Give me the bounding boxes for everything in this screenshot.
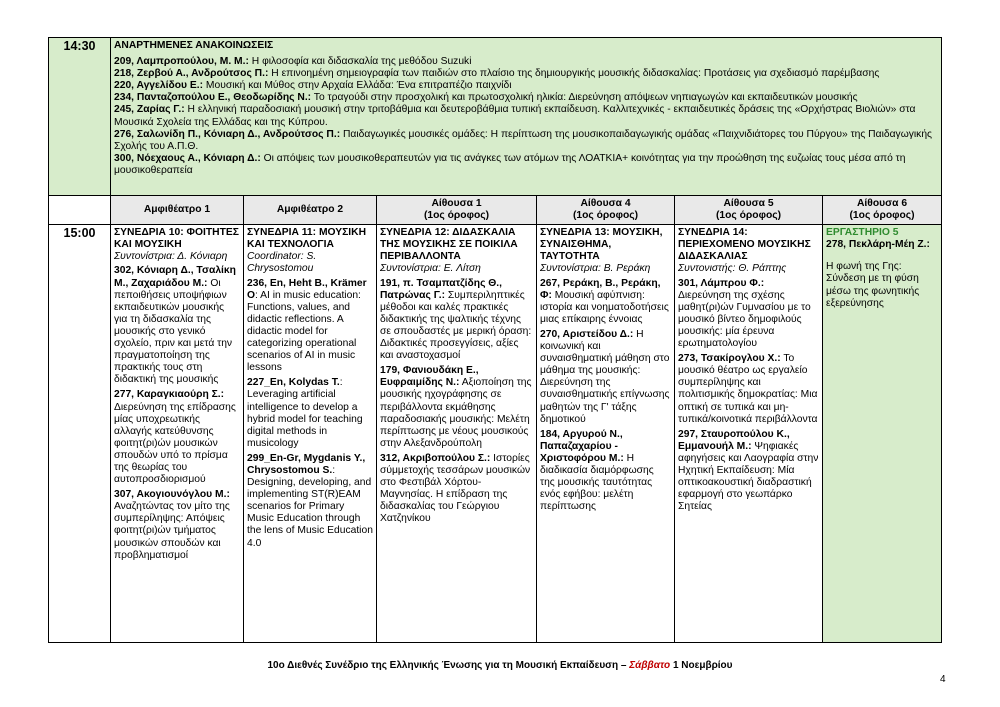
- session-coordinator: Συντονίστρια: Δ. Κόνιαρη: [114, 251, 228, 263]
- session-cell: [377, 225, 537, 643]
- announcements-cell: [111, 38, 942, 196]
- paper-entry: 184, Αργυρού Ν., Παπαζαχαρίου - Χριστοφόρου Μ.: Η διαδικασία διαμόρφωσης της μουσικής ταυτότητας ενός εφήβου: μελέτη περίπτωσης: [540, 428, 654, 513]
- paper-entry: 312, Ακριβοπούλου Σ.: Ιστορίες σύμμετοχής τεσσάρων μουσικών στο Φεστιβάλ Χόρτου-Μαγνησίας. Η επίδραση της διδασκαλίας του Γεώργιου Χατζηνίκου: [380, 452, 531, 525]
- hall-header: Αίθουσα 4 (1ος όροφος): [537, 196, 675, 225]
- announcements-row: [49, 38, 942, 196]
- schedule-table: [48, 37, 942, 643]
- session-coordinator: Συντονίστρια: Ε. Λίτση: [380, 263, 481, 275]
- paper-entry: 299_En-Gr, Mygdanis Y., Chrysostomou S.: Designing, developing, and implementing ST(R)EAM scenarios for Primary Music Education through the lens of Music Education 4.0: [247, 452, 373, 549]
- paper-entry: 227_En, Kolydas T.: Leveraging artificial intelligence to develop a hybrid model for teaching digital methods in musicology: [247, 377, 363, 449]
- paper-entry: 191, π. Τσαμπατζίδης Θ., Πατρώνας Γ.: Συμπεριληπτικές μέθοδοι και καλές πρακτικές διδακτικής της ψαλτικής τέχνης σε σπουδαστές με μερική όραση: Διδακτικές προσεγγίσεις, αξίες και αναστοχασμοί: [380, 277, 532, 362]
- session-cell: [111, 225, 244, 643]
- session-coordinator: Συντονίστρια: Β. Ρεράκη: [540, 263, 651, 275]
- footer-conference: 10ο Διεθνές Συνέδριο της Ελληνικής Ένωσης για τη Μουσική Εκπαίδευση –: [267, 660, 630, 671]
- announcement-item: 245, Ζαρίας Γ.: Η ελληνική παραδοσιακή μουσική στην τριτοβάθμια και δευτεροβάθμια τυπική εκπαίδευση. Καλλιτεχνικές - εκπαιδευτικές δράσεις της «Ορχήστρας Βιολιών» στα Μουσικά Σχολεία της Ελλάδας και της Κύπρου.: [114, 104, 916, 128]
- session-title: ΣΥΝΕΔΡΙΑ 10: ΦΟΙΤΗΤΕΣ ΚΑΙ ΜΟΥΣΙΚΗ: [114, 227, 239, 251]
- hall-header: Αίθουσα 1 (1ος όροφος): [377, 196, 537, 225]
- page-footer: [0, 660, 1000, 671]
- paper-entry: 277, Καραγκιαούρη Σ.: Διερεύνηση της επίδρασης μίας υποχρεωτικής αλλαγής κατεύθυνσης φοιτητ(ρι)ών μουσικών σπουδών υπό το πρίσμα της θεωρίας του αυτοπροσδιορισμού: [114, 389, 236, 486]
- announcements-time: 14:30: [49, 38, 111, 196]
- footer-day: Σάββατο: [629, 660, 671, 671]
- paper-entry: 297, Σταυροπούλου Κ., Εμμανουήλ Μ.: Ψηφιακές αφηγήσεις και Λαογραφία στην Ηχητική Εκπαίδευση: Μία οπτικοακουστική διαδραστική εφαρμογή στο γεωπάρκο Σητείας: [678, 428, 819, 513]
- halls-empty-cell: [49, 196, 111, 225]
- session-title: ΣΥΝΕΔΡΙΑ 11: ΜΟΥΣΙΚΗ ΚΑΙ ΤΕΧΝΟΛΟΓΙΑ: [247, 227, 367, 251]
- footer-date: 1 Νοεμβρίου: [670, 660, 733, 671]
- halls-row: [49, 196, 942, 225]
- announcement-item: 234, Πανταζοπούλου Ε., Θεοδωρίδης Ν.: Το τραγούδι στην προσχολική και πρωτοσχολική ηλικία: Διερεύνηση απόψεων νηπιαγωγών και εκπαιδευτικών μουσικής: [114, 92, 858, 104]
- paper-entry: 179, Φανιουδάκη Ε., Ευφραιμίδης Ν.: Αξιοποίηση της μουσικής ηχογράφησης σε περιβάλλοντα εκμάθησης παραδοσιακής μουσικής: Μελέτη περίπτωσης με νέους μουσικούς στην Αλεξανδρούπολη: [380, 365, 532, 449]
- paper-entry: 301, Λάμπρου Φ.: Διερεύνηση της σχέσης μαθητ(ρι)ών Γυμνασίου με το μουσικό βίντεο δημοφιλούς μουσικής: μία έρευνα ερωτηματολογίου: [678, 277, 811, 350]
- session-coordinator: Συντονιστής: Θ. Ράπτης: [678, 263, 787, 275]
- announcement-item: 300, Νόεχαους Α., Κόνιαρη Δ.: Οι απόψεις των μουσικοθεραπευτών για τις ανάγκες των ατόμων της ΛΟΑΤΚΙΑ+ κοινότητας για την προώθηση της ευζωίας τους μέσα από τη μουσικοθεραπεία: [114, 152, 906, 176]
- workshop-paper-title: Η φωνή της Γης: Σύνδεση με τη φύση μέσω της φωνητικής εξερεύνησης: [826, 261, 920, 309]
- paper-entry: 270, Αριστείδου Δ.: Η κοινωνική και συναισθηματική μάθηση στο μάθημα της μουσικής: Διερεύνηση της συναισθηματικής επίγνωσης μαθητών της Γ' τάξης δημοτικού: [540, 328, 670, 425]
- paper-entry: 236, En, Heht B., Krämer O: AI in music education: Functions, values, and didactic reflections. A didactic model for categorizing operational scenarios of AI in music lessons: [247, 277, 367, 374]
- workshop-authors: 278, Πεκλάρη-Μέη Ζ.:: [826, 239, 930, 251]
- paper-entry: 302, Κόνιαρη Δ., Τσαλίκη Μ., Ζαχαριάδου Μ.: Οι πεποιθήσεις υποψήφιων εκπαιδευτικών μουσικής για τη διδασκαλία της μουσικής στο γενικό σχολείο, πριν και μετά την πραγματοποίηση της πρακτικής τους στη διδακτική της μουσικής: [114, 265, 236, 386]
- session-title: ΣΥΝΕΔΡΙΑ 12: ΔΙΔΑΣΚΑΛΙΑ ΤΗΣ ΜΟΥΣΙΚΗΣ ΣΕ ΠΟΙΚΙΛΑ ΠΕΡΙΒΑΛΛΟΝΤΑ: [380, 227, 518, 263]
- paper-entry: 307, Ακογιουνόγλου Μ.: Αναζητώντας τον μίτο της συμπερίληψης: Απόψεις φοιτητ(ρι)ών τμήματος μουσικών σπουδών και προβληματισμοί: [114, 489, 230, 561]
- page-number: 4: [940, 674, 946, 685]
- hall-header: Αμφιθέατρο 2: [244, 196, 377, 225]
- session-title: ΣΥΝΕΔΡΙΑ 13: ΜΟΥΣΙΚΗ, ΣΥΝΑΙΣΘΗΜΑ, ΤΑΥΤΟΤΗΤΑ: [540, 227, 663, 263]
- announcement-item: 218, Ζερβού Α., Ανδρούτσος Π.: Η επινοημένη σημειογραφία των παιδιών στο πλαίσιο της δημιουργικής μουσικής διδασκαλίας: Προτάσεις για σχεδιασμό παρέμβασης: [114, 68, 880, 80]
- announcement-item: 220, Αγγελίδου Ε.: Μουσική και Μύθος στην Αρχαία Ελλάδα: Ένα επιτραπέζιο παιχνίδι: [114, 80, 512, 92]
- announcements-title: ΑΝΑΡΤΗΜΕΝΕΣ ΑΝΑΚΟΙΝΩΣΕΙΣ: [114, 40, 274, 51]
- hall-header: Αίθουσα 5 (1ος όροφος): [675, 196, 823, 225]
- announcement-item: 209, Λαμπροπούλου, Μ. Μ.: Η φιλοσοφία και διδασκαλία της μεθόδου Suzuki: [114, 56, 472, 68]
- sessions-time: 15:00: [49, 225, 111, 643]
- paper-entry: 267, Ρεράκη, Β., Ρεράκη, Φ: Μουσική αφύπνιση: ιστορία και νοηματοδοτήσεις μιας επίκαιρης έννοιας: [540, 277, 669, 325]
- paper-entry: 273, Τσακίρογλου Χ.: Το μουσικό θέατρο ως εργαλείο συμπερίληψης και πολιτισμικής δημοκρατίας: Μια οπτική σε τυπικά και μη-τυπικά/κοινοτικά περιβάλλοντα: [678, 353, 818, 425]
- session-coordinator: Coordinator: S. Chrysostomou: [247, 251, 317, 275]
- session-cell: [675, 225, 823, 643]
- workshop-cell: [823, 225, 942, 643]
- session-cell: [537, 225, 675, 643]
- announcement-item: 276, Σαλωνίδη Π., Κόνιαρη Δ., Ανδρούτσος Π.: Παιδαγωγικές μουσικές ομάδες: Η περίπτωση της μουσικοπαιδαγωγικής ομάδας «Παιχνιδιάτορες του Πύργου» της Παιδαγωγικής Σχολής του Α.Π.Θ.: [114, 128, 933, 152]
- hall-header: Αίθουσα 6 (1ος όροφος): [823, 196, 942, 225]
- sessions-row: [49, 225, 942, 643]
- session-title: ΣΥΝΕΔΡΙΑ 14: ΠΕΡΙΕΧΟΜΕΝΟ ΜΟΥΣΙΚΗΣ ΔΙΔΑΣΚΑΛΙΑΣ: [678, 227, 811, 263]
- workshop-title: ΕΡΓΑΣΤΗΡΙΟ 5: [826, 227, 899, 239]
- hall-header: Αμφιθέατρο 1: [111, 196, 244, 225]
- session-cell: [244, 225, 377, 643]
